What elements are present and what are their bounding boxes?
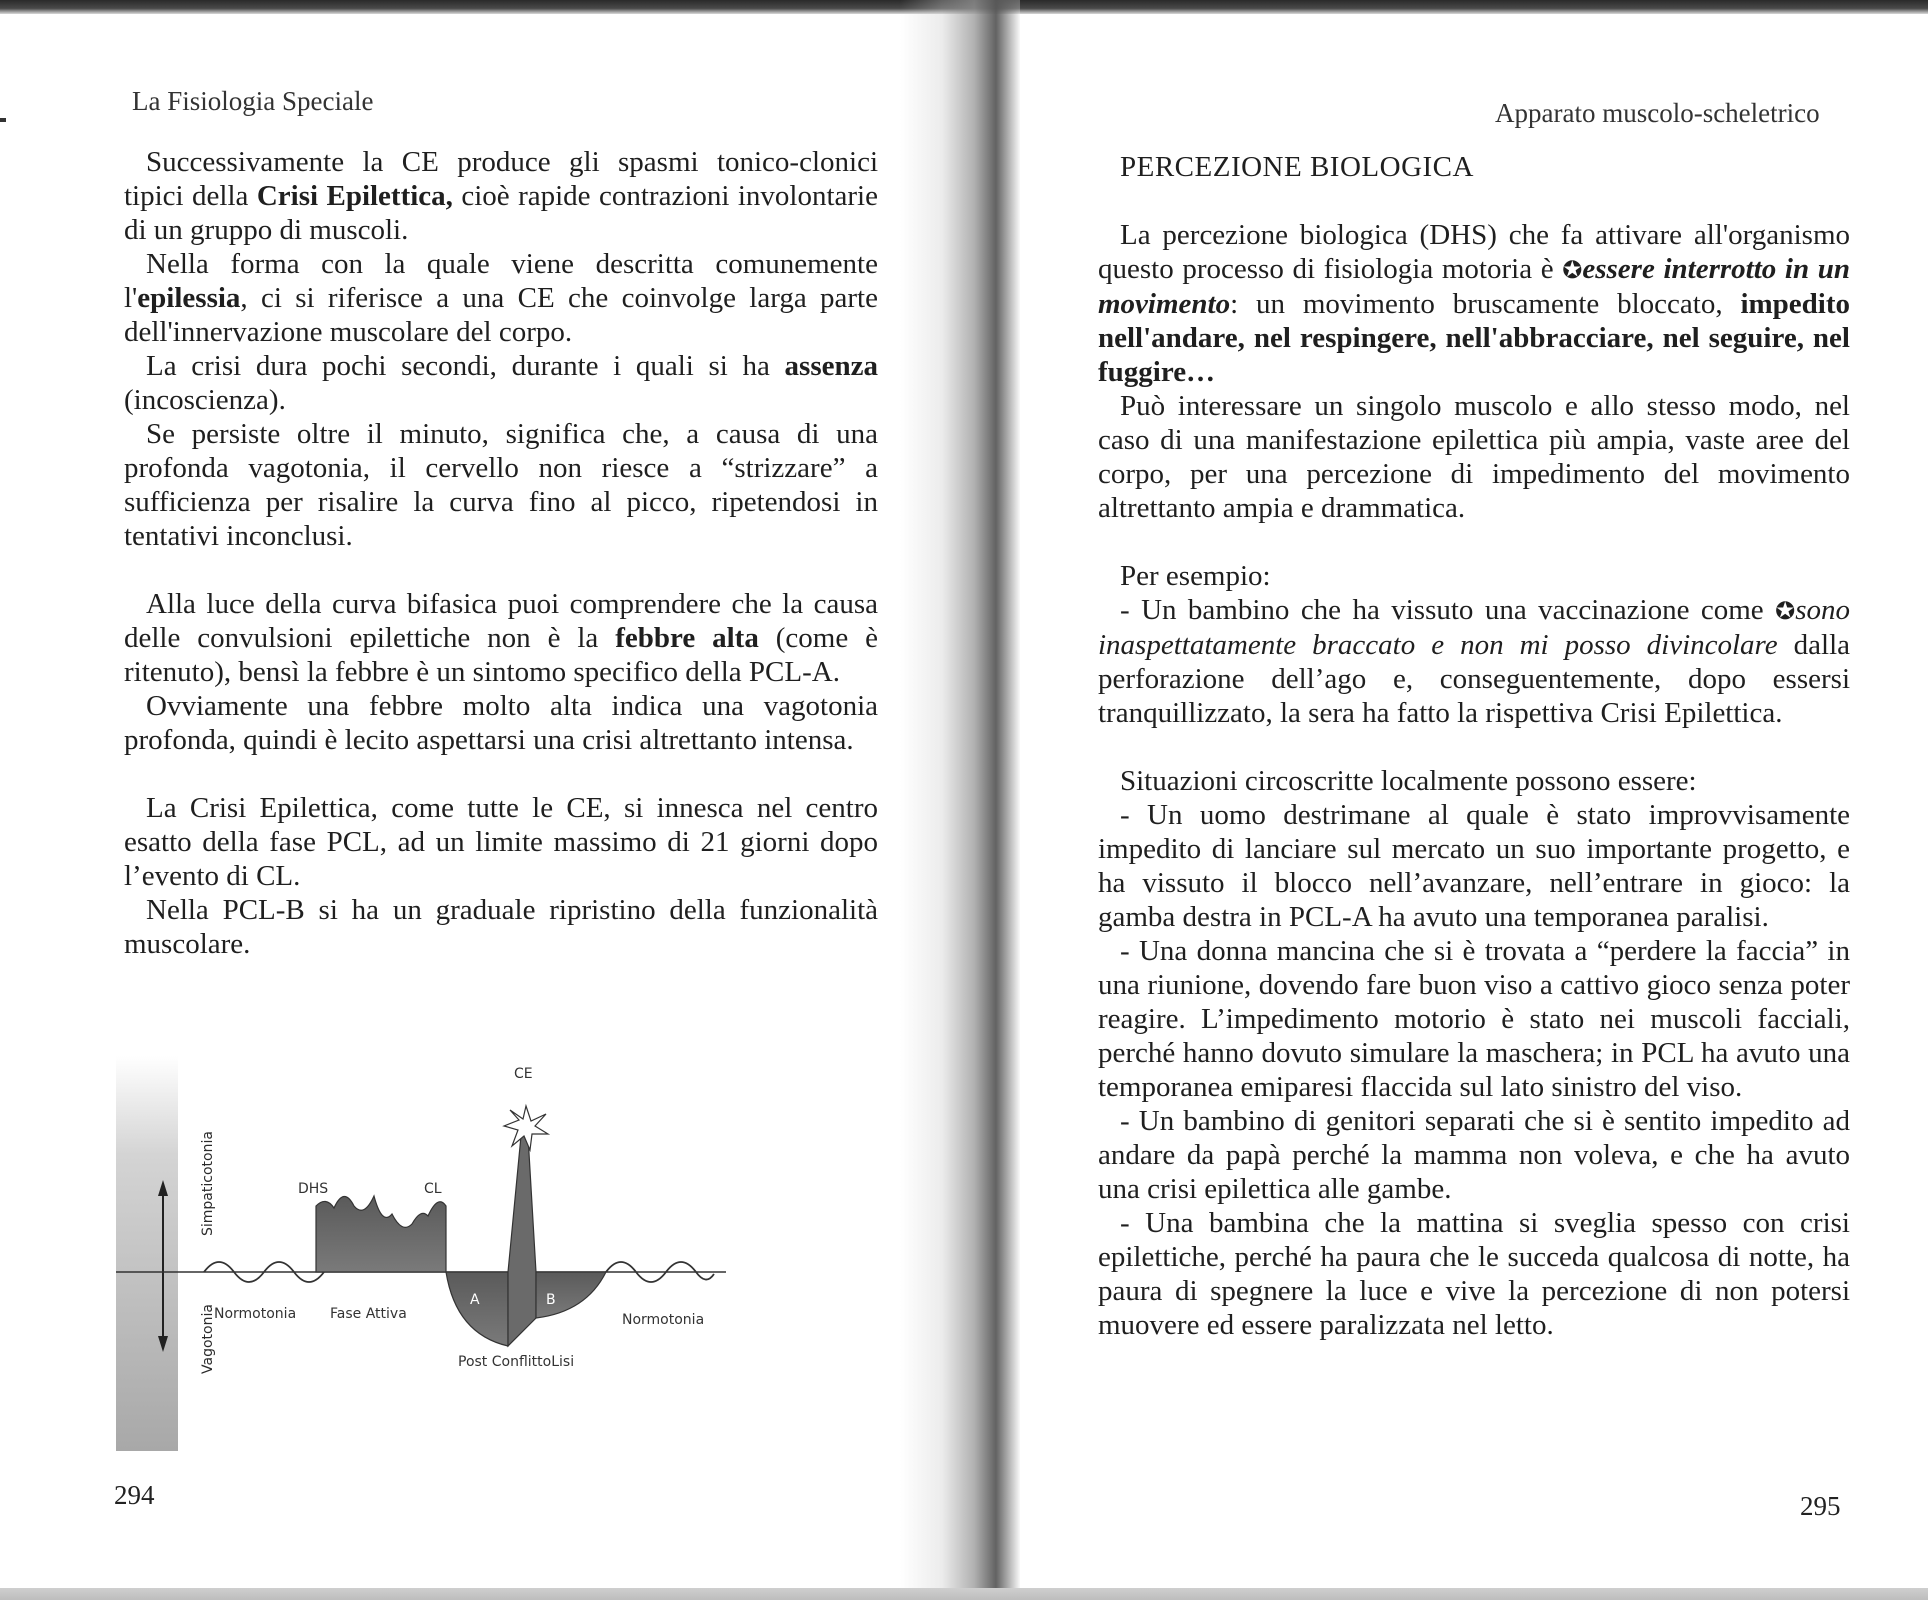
page-bottom-edge xyxy=(0,1588,1928,1600)
dhs-label: DHS xyxy=(298,1181,329,1197)
running-head-right: Apparato muscolo-scheletrico xyxy=(1495,98,1820,128)
bold-term: epilessia xyxy=(137,282,241,314)
paragraph: La crisi dura pochi secondi, durante i quali si ha assenza (incoscienza). xyxy=(124,350,878,416)
cl-label: CL xyxy=(424,1181,442,1197)
bold-phrase: impedito nell'andare, nel respingere, nell'abbracciare, nel seguire, nel fuggire… xyxy=(1098,288,1850,388)
tonicity-axis-bar xyxy=(116,1056,178,1451)
paragraph: La percezione biologica (DHS) che fa attivare all'organismo questo processo di fisiologia motoria è ✪essere interrotto in un movimento: un movimento bruscamente bloccato, impedito nell'andare, nel respingere, nell'abbracciare, nel seguire, nel fuggire… xyxy=(1098,219,1850,388)
curve-graphic xyxy=(116,1056,736,1456)
paragraph: - Un uomo destrimane al quale è stato improvvisamente impedito di lanciare sul mercato un suo importante progetto, e ha vissuto il blocco nell’avanzare, nell’entrare in gioco: la gamba destra in PCL-A ha avuto una temporanea paralisi. xyxy=(1098,799,1850,933)
left-page xyxy=(0,0,960,1600)
paragraph: - Un bambino di genitori separati che si è sentito impedito ad andare da papà perché la mamma non voleva, e che ha avuto una crisi epilettica alle gambe. xyxy=(1098,1105,1850,1205)
fase-attiva-label: Fase Attiva xyxy=(330,1306,407,1322)
vagotonia-label: Vagotonia xyxy=(200,1304,216,1374)
ce-spike xyxy=(508,1136,536,1346)
quoted-perception: sono inaspettatamente braccato e non mi posso divincolare xyxy=(1098,594,1850,661)
page-number-left: 294 xyxy=(114,1480,155,1510)
paragraph: Successivamente la CE produce gli spasmi tonico-clonici tipici della Crisi Epilettica, cioè rapide contrazioni involontarie di un gruppo di muscoli. xyxy=(124,146,878,246)
ce-label: CE xyxy=(514,1066,533,1082)
normotonia-right-label: Normotonia xyxy=(622,1312,705,1328)
bold-term: Crisi Epilettica, xyxy=(256,180,453,212)
post-conflittolisi-label: Post ConflittoLisi xyxy=(458,1354,575,1370)
running-head-left: La Fisiologia Speciale xyxy=(132,86,374,116)
paragraph: Può interessare un singolo muscolo e allo stesso modo, nel caso di una manifestazione epilettica più ampia, vaste aree del corpo, per una percezione di impedimento del movimento altrettanto ampia e drammatica. xyxy=(1098,390,1850,524)
paragraph: Situazioni circoscritte localmente possono essere: xyxy=(1120,765,1697,797)
star-bullet-icon: ✪ xyxy=(1562,256,1583,284)
simpaticotonia-label: Simpaticotonia xyxy=(200,1131,216,1236)
pcl-a-area xyxy=(446,1272,508,1346)
paragraph: - Un bambino che ha vissuto una vaccinazione come ✪sono inaspettatamente braccato e non mi posso divincolare dalla perforazione dell’ago e, conseguentemente, dopo essersi tranquillizzato, la sera ha fatto la rispettiva Crisi Epilettica. xyxy=(1098,594,1850,729)
bold-term: febbre alta xyxy=(615,622,759,654)
right-text-column xyxy=(1098,150,1850,1342)
page-number-right: 295 xyxy=(1800,1491,1841,1521)
paragraph: Nella forma con la quale viene descritta comunemente l'epilessia, ci si riferisce a una CE che coinvolge larga parte dell'innervazione muscolare del corpo. xyxy=(124,248,878,348)
phase-a-label: A xyxy=(470,1292,480,1308)
left-text-column xyxy=(124,145,878,961)
paragraph: - Una donna mancina che si è trovata a “perdere la faccia” in una riunione, dovendo fare buon viso a cattivo gioco senza poter reagire. L’impedimento motorio è stato nei muscoli facciali, perché hanno dovuto simulare la maschera; in PCL ha avuto una temporanea emiparesi flaccida sul lato sinistro del viso. xyxy=(1098,935,1850,1103)
paragraph: La Crisi Epilettica, come tutte le CE, si innesca nel centro esatto della fase PCL, ad un limite massimo di 21 giorni dopo l’evento di CL. xyxy=(124,792,878,892)
paragraph: Nella PCL-B si ha un graduale ripristino della funzionalità muscolare. xyxy=(124,894,878,960)
quoted-perception: essere interrotto in un movimento xyxy=(1098,253,1850,320)
biphasic-curve-diagram xyxy=(116,1056,736,1456)
star-bullet-icon: ✪ xyxy=(1775,597,1796,625)
paragraph: Se persiste oltre il minuto, significa che, a causa di una profonda vagotonia, il cervello non riesce a “strizzare” a sufficienza per risalire la curva fino al picco, ripetendosi in tentativi inconclusi. xyxy=(124,418,878,552)
phase-b-label: B xyxy=(546,1292,556,1308)
paragraph: Ovviamente una febbre molto alta indica una vagotonia profonda, quindi è lecito aspettarsi una crisi altrettanto intensa. xyxy=(124,690,878,756)
book-gutter-shadow xyxy=(900,0,1020,1600)
paragraph: Alla luce della curva bifasica puoi comprendere che la causa delle convulsioni epilettiche non è la febbre alta (come è ritenuto), bensì la febbre è un sintomo specifico della PCL-A. xyxy=(124,588,878,688)
bold-term: assenza xyxy=(784,350,878,382)
paragraph: Per esempio: xyxy=(1120,560,1271,592)
fase-attiva-area xyxy=(316,1196,446,1272)
paragraph: - Una bambina che la mattina si sveglia spesso con crisi epilettiche, perché ha paura che le succeda qualcosa di notte, ha paura di spegnere la luce e vive la percezione di non potersi muovere ed essere paralizzata nel letto. xyxy=(1098,1207,1850,1341)
normotonia-left-label: Normotonia xyxy=(214,1306,297,1322)
section-title: PERCEZIONE BIOLOGICA xyxy=(1120,151,1474,183)
